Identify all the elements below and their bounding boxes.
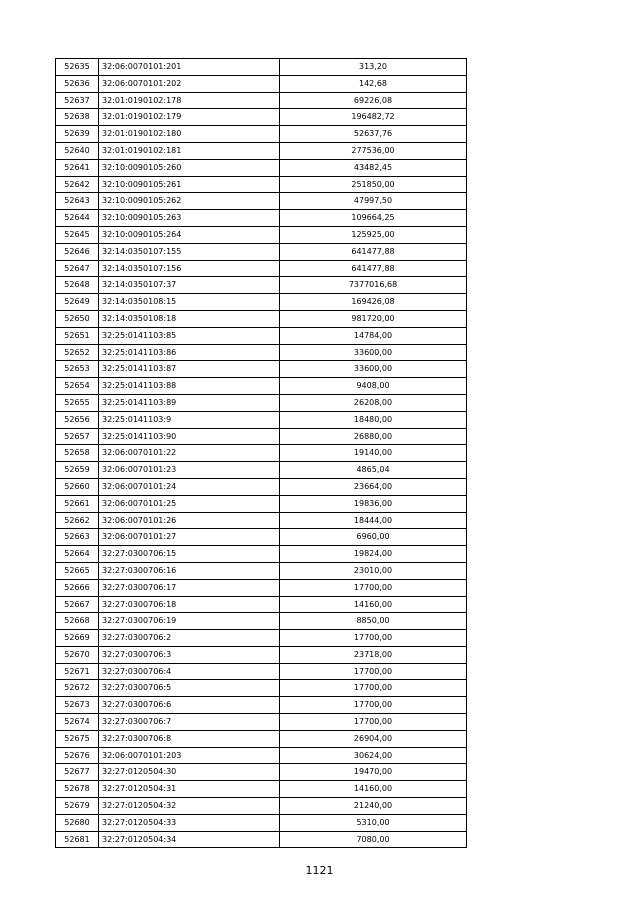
table-row (56, 75, 467, 92)
row-number-cell: 52671 (56, 663, 99, 680)
value-cell: 17700,00 (280, 697, 467, 714)
value-cell: 33600,00 (280, 344, 467, 361)
value-cell: 52637,76 (280, 126, 467, 143)
row-number-cell: 52680 (56, 814, 99, 831)
cadastral-number-cell: 32:27:0120504:31 (99, 781, 280, 798)
cadastral-number-cell: 32:06:0070101:26 (99, 512, 280, 529)
row-number-cell: 52659 (56, 462, 99, 479)
value-cell: 19140,00 (280, 445, 467, 462)
value-cell: 19836,00 (280, 495, 467, 512)
value-cell: 251850,00 (280, 176, 467, 193)
cadastral-number-cell: 32:06:0070101:203 (99, 747, 280, 764)
cadastral-number-cell: 32:27:0120504:30 (99, 764, 280, 781)
cadastral-number-cell: 32:01:0190102:180 (99, 126, 280, 143)
cadastral-number-cell: 32:25:0141103:88 (99, 378, 280, 395)
row-number-cell: 52647 (56, 260, 99, 277)
value-cell: 23664,00 (280, 478, 467, 495)
value-cell: 5310,00 (280, 814, 467, 831)
cadastral-number-cell: 32:14:0350108:18 (99, 310, 280, 327)
cadastral-number-cell: 32:25:0141103:89 (99, 394, 280, 411)
table-row (56, 260, 467, 277)
table-row (56, 814, 467, 831)
value-cell: 109664,25 (280, 210, 467, 227)
table-row (56, 697, 467, 714)
table-row (56, 781, 467, 798)
table-row (56, 193, 467, 210)
cadastral-number-cell: 32:27:0300706:5 (99, 680, 280, 697)
row-number-cell: 52654 (56, 378, 99, 395)
row-number-cell: 52675 (56, 730, 99, 747)
value-cell: 196482,72 (280, 109, 467, 126)
row-number-cell: 52663 (56, 529, 99, 546)
table-row (56, 512, 467, 529)
cadastral-number-cell: 32:27:0300706:6 (99, 697, 280, 714)
table-row (56, 226, 467, 243)
cadastral-number-cell: 32:10:0090105:262 (99, 193, 280, 210)
row-number-cell: 52677 (56, 764, 99, 781)
cadastral-number-cell: 32:06:0070101:24 (99, 478, 280, 495)
row-number-cell: 52679 (56, 798, 99, 815)
cadastral-number-cell: 32:27:0300706:19 (99, 613, 280, 630)
table-row (56, 394, 467, 411)
row-number-cell: 52637 (56, 92, 99, 109)
row-number-cell: 52639 (56, 126, 99, 143)
cadastral-number-cell: 32:06:0070101:25 (99, 495, 280, 512)
table-row (56, 747, 467, 764)
value-cell: 33600,00 (280, 361, 467, 378)
row-number-cell: 52681 (56, 831, 99, 848)
value-cell: 30624,00 (280, 747, 467, 764)
table-row (56, 798, 467, 815)
row-number-cell: 52678 (56, 781, 99, 798)
table-row (56, 478, 467, 495)
row-number-cell: 52666 (56, 579, 99, 596)
row-number-cell: 52655 (56, 394, 99, 411)
cadastral-number-cell: 32:27:0120504:34 (99, 831, 280, 848)
value-cell: 277536,00 (280, 142, 467, 159)
cadastral-number-cell: 32:10:0090105:261 (99, 176, 280, 193)
table-row (56, 579, 467, 596)
cadastral-number-cell: 32:06:0070101:27 (99, 529, 280, 546)
cadastral-number-cell: 32:14:0350107:155 (99, 243, 280, 260)
row-number-cell: 52657 (56, 428, 99, 445)
value-cell: 17700,00 (280, 680, 467, 697)
cadastral-number-cell: 32:14:0350108:15 (99, 294, 280, 311)
row-number-cell: 52635 (56, 59, 99, 76)
row-number-cell: 52658 (56, 445, 99, 462)
table-row (56, 445, 467, 462)
row-number-cell: 52660 (56, 478, 99, 495)
cadastral-number-cell: 32:14:0350107:37 (99, 277, 280, 294)
row-number-cell: 52664 (56, 546, 99, 563)
cadastral-number-cell: 32:06:0070101:22 (99, 445, 280, 462)
table-row (56, 596, 467, 613)
row-number-cell: 52640 (56, 142, 99, 159)
value-cell: 981720,00 (280, 310, 467, 327)
cadastral-number-cell: 32:06:0070101:202 (99, 75, 280, 92)
value-cell: 14784,00 (280, 327, 467, 344)
table-row (56, 529, 467, 546)
value-cell: 14160,00 (280, 596, 467, 613)
cadastral-value-table (55, 58, 467, 848)
value-cell: 7080,00 (280, 831, 467, 848)
value-cell: 17700,00 (280, 714, 467, 731)
row-number-cell: 52641 (56, 159, 99, 176)
table-row (56, 562, 467, 579)
table-row (56, 680, 467, 697)
cadastral-number-cell: 32:01:0190102:181 (99, 142, 280, 159)
value-cell: 26904,00 (280, 730, 467, 747)
value-cell: 641477,88 (280, 260, 467, 277)
value-cell: 19824,00 (280, 546, 467, 563)
row-number-cell: 52670 (56, 646, 99, 663)
table-row (56, 310, 467, 327)
table-row (56, 210, 467, 227)
row-number-cell: 52661 (56, 495, 99, 512)
table-row (56, 378, 467, 395)
value-cell: 26880,00 (280, 428, 467, 445)
value-cell: 17700,00 (280, 663, 467, 680)
row-number-cell: 52646 (56, 243, 99, 260)
cadastral-number-cell: 32:06:0070101:201 (99, 59, 280, 76)
value-cell: 14160,00 (280, 781, 467, 798)
table-row (56, 59, 467, 76)
row-number-cell: 52636 (56, 75, 99, 92)
cadastral-number-cell: 32:27:0300706:7 (99, 714, 280, 731)
row-number-cell: 52638 (56, 109, 99, 126)
value-cell: 43482,45 (280, 159, 467, 176)
row-number-cell: 52651 (56, 327, 99, 344)
page-number: 1121 (305, 864, 334, 877)
value-cell: 17700,00 (280, 579, 467, 596)
value-cell: 125925,00 (280, 226, 467, 243)
row-number-cell: 52676 (56, 747, 99, 764)
row-number-cell: 52648 (56, 277, 99, 294)
row-number-cell: 52667 (56, 596, 99, 613)
row-number-cell: 52672 (56, 680, 99, 697)
value-cell: 21240,00 (280, 798, 467, 815)
value-cell: 23010,00 (280, 562, 467, 579)
cadastral-number-cell: 32:10:0090105:263 (99, 210, 280, 227)
value-cell: 8850,00 (280, 613, 467, 630)
value-cell: 142,68 (280, 75, 467, 92)
table-body (56, 59, 467, 848)
row-number-cell: 52673 (56, 697, 99, 714)
table-row (56, 663, 467, 680)
value-cell: 18480,00 (280, 411, 467, 428)
table-row (56, 109, 467, 126)
table-row (56, 428, 467, 445)
value-cell: 23718,00 (280, 646, 467, 663)
value-cell: 313,20 (280, 59, 467, 76)
cadastral-number-cell: 32:06:0070101:23 (99, 462, 280, 479)
table-row (56, 714, 467, 731)
cadastral-number-cell: 32:27:0120504:32 (99, 798, 280, 815)
row-number-cell: 52643 (56, 193, 99, 210)
table-row (56, 361, 467, 378)
row-number-cell: 52665 (56, 562, 99, 579)
table-row (56, 327, 467, 344)
cadastral-number-cell: 32:25:0141103:87 (99, 361, 280, 378)
table-row (56, 462, 467, 479)
table-row (56, 546, 467, 563)
cadastral-number-cell: 32:10:0090105:264 (99, 226, 280, 243)
row-number-cell: 52649 (56, 294, 99, 311)
table-row (56, 243, 467, 260)
cadastral-number-cell: 32:10:0090105:260 (99, 159, 280, 176)
cadastral-number-cell: 32:14:0350107:156 (99, 260, 280, 277)
value-cell: 17700,00 (280, 630, 467, 647)
row-number-cell: 52668 (56, 613, 99, 630)
row-number-cell: 52645 (56, 226, 99, 243)
table-row (56, 277, 467, 294)
cadastral-number-cell: 32:27:0300706:17 (99, 579, 280, 596)
table-row (56, 646, 467, 663)
value-cell: 18444,00 (280, 512, 467, 529)
row-number-cell: 52662 (56, 512, 99, 529)
value-cell: 641477,88 (280, 243, 467, 260)
table-row (56, 142, 467, 159)
cadastral-number-cell: 32:27:0300706:2 (99, 630, 280, 647)
table-row (56, 495, 467, 512)
cadastral-number-cell: 32:27:0300706:3 (99, 646, 280, 663)
table-row (56, 126, 467, 143)
value-cell: 7377016,68 (280, 277, 467, 294)
cadastral-number-cell: 32:01:0190102:178 (99, 92, 280, 109)
table-row (56, 831, 467, 848)
cadastral-number-cell: 32:27:0120504:33 (99, 814, 280, 831)
cadastral-number-cell: 32:25:0141103:9 (99, 411, 280, 428)
value-cell: 26208,00 (280, 394, 467, 411)
cadastral-number-cell: 32:27:0300706:15 (99, 546, 280, 563)
row-number-cell: 52650 (56, 310, 99, 327)
value-cell: 4865,04 (280, 462, 467, 479)
value-cell: 47997,50 (280, 193, 467, 210)
table-row (56, 294, 467, 311)
cadastral-number-cell: 32:27:0300706:18 (99, 596, 280, 613)
cadastral-number-cell: 32:25:0141103:85 (99, 327, 280, 344)
row-number-cell: 52644 (56, 210, 99, 227)
value-cell: 6960,00 (280, 529, 467, 546)
table-row (56, 176, 467, 193)
cadastral-number-cell: 32:25:0141103:86 (99, 344, 280, 361)
value-cell: 19470,00 (280, 764, 467, 781)
value-cell: 9408,00 (280, 378, 467, 395)
table-row (56, 764, 467, 781)
cadastral-number-cell: 32:27:0300706:8 (99, 730, 280, 747)
table-row (56, 159, 467, 176)
cadastral-number-cell: 32:27:0300706:4 (99, 663, 280, 680)
row-number-cell: 52653 (56, 361, 99, 378)
row-number-cell: 52674 (56, 714, 99, 731)
row-number-cell: 52652 (56, 344, 99, 361)
value-cell: 69226,08 (280, 92, 467, 109)
row-number-cell: 52656 (56, 411, 99, 428)
cadastral-number-cell: 32:01:0190102:179 (99, 109, 280, 126)
cadastral-number-cell: 32:25:0141103:90 (99, 428, 280, 445)
cadastral-number-cell: 32:27:0300706:16 (99, 562, 280, 579)
table-row (56, 92, 467, 109)
row-number-cell: 52669 (56, 630, 99, 647)
table-row (56, 613, 467, 630)
value-cell: 169426,08 (280, 294, 467, 311)
table-row (56, 411, 467, 428)
table-row (56, 344, 467, 361)
table-row (56, 730, 467, 747)
row-number-cell: 52642 (56, 176, 99, 193)
table-row (56, 630, 467, 647)
